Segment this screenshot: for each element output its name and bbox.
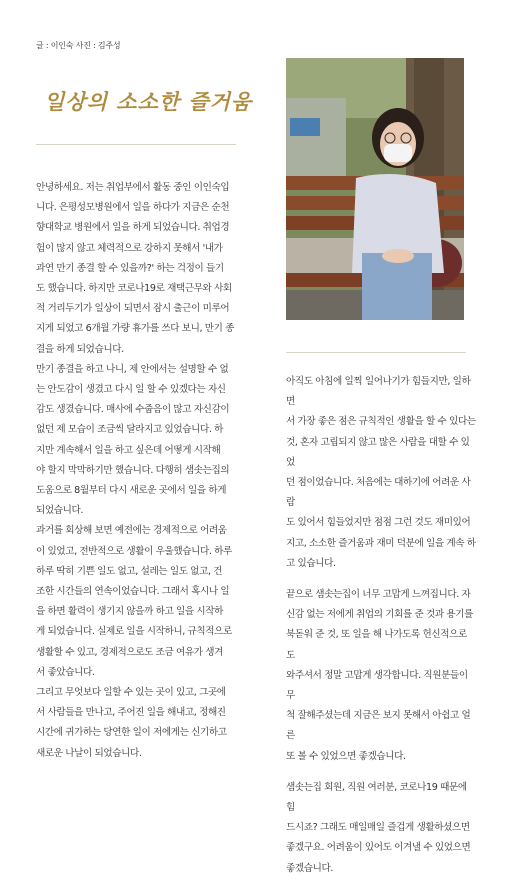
- article-credit: 글 : 이인숙 사진 : 김주성: [36, 41, 121, 50]
- text-line: 서 좋았습니다.: [36, 666, 95, 678]
- text-line: 없던 제 모습이 조금씩 달라지고 있었습니다. 하: [36, 424, 224, 436]
- text-line: 만기 종결을 하고 나니, 제 안에서는 설명할 수 없: [36, 363, 229, 375]
- text-line: 아직도 아침에 일찍 일어나기가 힘들지만, 일하면: [286, 376, 471, 408]
- text-line: 시간에 귀가하는 당연한 일이 저에게는 신기하고: [36, 727, 227, 739]
- text-line: 향대학교 병원에서 일을 하게 되었습니다. 취업경: [36, 222, 230, 234]
- text-line: 것, 혼자 고립되지 않고 많은 사람을 대할 수 있었: [286, 436, 470, 468]
- author-photo: [286, 58, 464, 320]
- text-line: 좋겠구요. 어려움이 있어도 이겨낼 수 있었으면: [286, 842, 471, 854]
- paragraph-6: [286, 585, 476, 767]
- text-line: 야 할지 막막하기만 했습니다. 다행히 샘솟는집의: [36, 464, 230, 476]
- paragraph-7: [286, 778, 476, 879]
- paragraph-5: [286, 372, 476, 574]
- text-line: 신감 없는 저에게 취업의 기회를 준 것과 용기를: [286, 609, 474, 621]
- photo-illustration: [286, 58, 464, 320]
- text-line: 좋겠습니다.: [286, 862, 333, 874]
- text-line: 도움으로 8월부터 다시 새로운 곳에서 일을 하게: [36, 485, 227, 497]
- text-line: 니다. 은평성모병원에서 일을 하다가 지금은 순천: [36, 202, 230, 214]
- text-line: 새로운 나날이 되었습니다.: [36, 747, 142, 759]
- text-line: 와주셔서 정말 고맙게 생각합니다. 직원분들이 무: [286, 669, 468, 702]
- photo-divider: [286, 352, 466, 353]
- left-column: [36, 178, 268, 764]
- text-line: 과연 만기 종결 할 수 있을까?' 하는 걱정이 들기: [36, 262, 224, 274]
- article-title: 일상의 소소한 즐거움: [44, 89, 253, 114]
- text-line: 척 잘해주셨는데 지금은 보지 못해서 아쉽고 얼른: [286, 710, 471, 742]
- text-line: 서 사람들을 만나고, 주어진 일을 해내고, 정해진: [36, 707, 226, 719]
- text-line: 는 안도감이 생겼고 다시 일 할 수 있겠다는 자신: [36, 384, 226, 396]
- text-line: 하루 딱히 기쁜 일도 없고, 설레는 일도 없고, 건: [36, 565, 223, 577]
- text-line: 지만 계속해서 일을 하고 싶은데 어떻게 시작해: [36, 444, 221, 456]
- text-line: 감도 생겼습니다. 매사에 수줍음이 많고 자신감이: [36, 404, 230, 416]
- text-line: 북돋워 준 것, 또 일을 해 나가도록 헌신적으로 도: [286, 629, 467, 661]
- text-line: 끝으로 샘솟는집이 너무 고맙게 느껴집니다. 자: [286, 589, 471, 601]
- text-line: 조한 시간들의 연속이었습니다. 그래서 혹시나 일: [36, 586, 230, 598]
- text-line: 적 거리두기가 일상이 되면서 잠시 출근이 미루어: [36, 303, 230, 315]
- text-line: 을 하면 활력이 생기지 않을까 하고 일을 시작하: [36, 606, 224, 618]
- text-line: 서 가장 좋은 점은 규칙적인 생활을 할 수 있다는: [286, 416, 476, 428]
- paragraph-4: [36, 683, 268, 764]
- paragraph-1: [36, 178, 268, 360]
- title-divider: [36, 144, 236, 145]
- text-line: 과거를 회상해 보면 예전에는 경제적으로 어려움: [36, 525, 227, 537]
- right-column: [286, 372, 476, 879]
- text-line: 생활할 수 있고, 경제적으로도 조금 여유가 생겨: [36, 646, 224, 658]
- text-line: 결을 하게 되었습니다.: [36, 343, 124, 355]
- text-line: 되었습니다.: [36, 505, 83, 517]
- paragraph-3: [36, 521, 268, 683]
- text-line: 험이 많지 않고 체력적으로 강하지 못해서 '내가: [36, 242, 223, 254]
- text-line: 지게 되었고 6개월 가량 휴가를 쓰다 보니, 만기 종: [36, 323, 235, 335]
- text-line: 이 있었고, 전반적으로 생활이 우울했습니다. 하루: [36, 545, 232, 557]
- text-line: 게 되었습니다. 실제로 일을 시작하니, 규칙적으로: [36, 626, 232, 638]
- text-line: 그리고 무엇보다 일할 수 있는 곳이 있고, 그곳에: [36, 687, 226, 699]
- text-line: 도 있어서 힘들었지만 점점 그런 것도 재미있어: [286, 517, 471, 529]
- text-line: 도 했습니다. 하지만 코로나19로 재택근무와 사회: [36, 283, 232, 295]
- text-line: 고 있습니다.: [286, 557, 336, 569]
- paragraph-2: [36, 360, 268, 522]
- text-line: 드시죠? 그래도 매일매일 즐겁게 생활하셨으면: [286, 822, 470, 834]
- text-line: 던 점이었습니다. 처음에는 대하기에 어려운 사람: [286, 477, 471, 509]
- text-line: 또 볼 수 있었으면 좋겠습니다.: [286, 750, 406, 762]
- text-line: 지고, 소소한 즐거움과 재미 덕분에 일을 계속 하: [286, 537, 476, 549]
- text-line: 안녕하세요. 저는 취업부에서 활동 중인 이인숙입: [36, 182, 230, 193]
- text-line: 샘솟는집 회원, 직원 여러분, 코로나19 때문에 힘: [286, 781, 467, 814]
